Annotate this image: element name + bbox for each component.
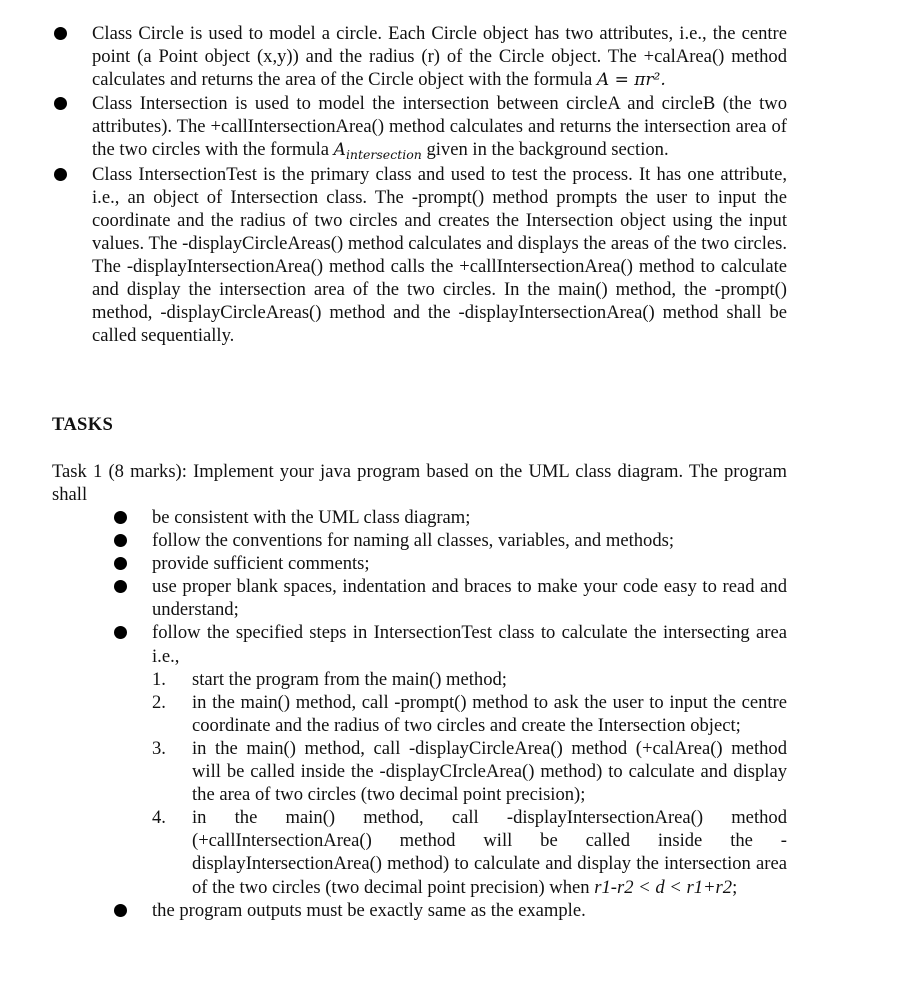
bullet-icon [114, 626, 127, 639]
bullet-icon [114, 904, 127, 917]
bullet-icon [54, 27, 67, 40]
intersection-description: Class Intersection is used to model the intersection between circleA and circleB (the two attributes). The +callIntersectionArea() method calculates and returns the intersection area of the two circles with the formula [92, 93, 787, 161]
step-item [152, 806, 787, 898]
area-formula: A = πr². [596, 70, 666, 91]
list-item [152, 506, 787, 529]
intersection-test-description: Class IntersectionTest is the primary class and used to test the process. It has one attribute, i.e., an object of Intersection class. The -prompt() method prompts the user to input the coordinate and the radius of two circles and creates the Intersection object using the input values. The -displayCircleAreas() method calculates and displays the areas of the two circles. The -displayIntersectionArea() method calls the +callIntersectionArea() method to calculate and display the intersection area of the two circles. In the main() method, the -prompt() method, -displayCircleAreas() method and the -displayIntersectionArea() method shall be called sequentially. [92, 163, 787, 347]
step-number: 4. [152, 807, 166, 829]
bullet-icon [54, 97, 67, 110]
list-item [152, 621, 787, 898]
bullet-icon [114, 580, 127, 593]
step-text: in the main() method, call -displayCircleArea() method (+calArea() method will be called inside the -displayCIrcleArea() method) to calculate and display the area of two circles (two decimal point precision); [192, 737, 787, 806]
list-item [152, 529, 787, 552]
list-item-intersection [92, 92, 787, 162]
step-text-end: ; [732, 876, 738, 898]
requirement-text: provide sufficient comments; [152, 553, 370, 575]
step-item [152, 737, 787, 806]
step-number: 2. [152, 691, 166, 713]
formula-subscript: intersection [345, 147, 422, 163]
step-condition: r1-r2 < d < r1+r2 [594, 876, 733, 898]
bullet-icon [114, 557, 127, 570]
requirement-text: follow the specified steps in IntersectionTest class to calculate the intersecting area i.e., [152, 622, 787, 667]
step-text: in the main() method, call -prompt() method to ask the user to input the centre coordinate and the radius of two circles and create the Intersection object; [192, 691, 787, 736]
task1-intro: Task 1 (8 marks): Implement your java program based on the UML class diagram. The program shall [52, 461, 787, 506]
step-number: 1. [152, 668, 166, 690]
tasks-heading: TASKS [52, 414, 114, 435]
step-number: 3. [152, 737, 166, 759]
intersection-description-end: given in the background section. [421, 139, 669, 161]
list-item [152, 575, 787, 621]
requirement-text: the program outputs must be exactly same as the example. [152, 899, 586, 921]
requirement-text: use proper blank spaces, indentation and braces to make your code easy to read and understand; [152, 576, 787, 621]
intersection-formula [333, 140, 422, 163]
step-item [152, 668, 787, 691]
list-item [152, 899, 787, 922]
requirement-text: be consistent with the UML class diagram; [152, 507, 471, 528]
bullet-icon [114, 511, 127, 524]
class-description-list [0, 22, 902, 347]
bullet-icon [114, 534, 127, 547]
step-text: in the main() method, call -displayIntersectionArea() method (+callIntersectionArea() method will be called inside the -displayIntersectionArea() method) to calculate and display the intersection area of the two circles (two decimal point precision) when [192, 807, 787, 898]
bullet-icon [54, 168, 67, 181]
list-item-intersection-test [92, 163, 787, 348]
task1-requirements-list [0, 506, 902, 922]
step-item [152, 691, 787, 737]
list-item-circle [92, 22, 787, 92]
requirement-text: follow the conventions for naming all classes, variables, and methods; [152, 530, 675, 552]
numbered-steps [152, 668, 787, 899]
circle-description: Class Circle is used to model a circle. Each Circle object has two attributes, i.e., the centre point (a Point object (x,y)) and the radius (r) of the Circle object. The +calArea() method calculates and returns the area of the Circle object with the formula [92, 23, 787, 91]
step-text: start the program from the main() method; [192, 668, 507, 690]
list-item [152, 552, 787, 575]
formula-main: A [333, 140, 346, 161]
